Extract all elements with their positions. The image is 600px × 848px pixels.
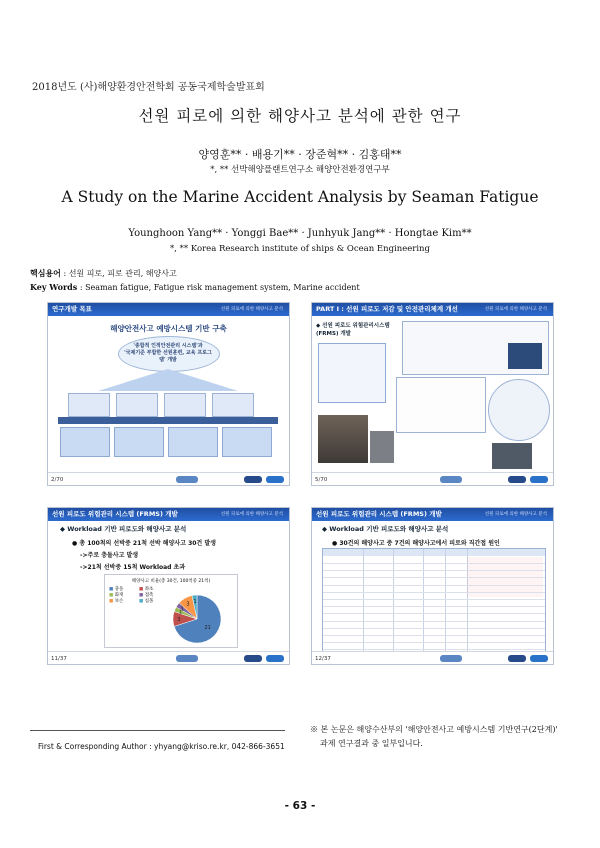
goal-arrow-shape (98, 369, 238, 391)
table-row (323, 615, 545, 622)
table-caption-text: 30건의 해양사고 중 7건의 해양사고에서 피로와 직간접 원인 (339, 540, 500, 547)
table-row (323, 607, 545, 614)
detail-col-1 (60, 427, 110, 457)
stage-box-2 (116, 393, 158, 417)
slide-part1 (311, 302, 554, 486)
table-row (323, 629, 545, 636)
funding-note-line-1: ※ 본 논문은 해양수산부의 '해양안전사고 예방시스템 기반연구(2단계)' (310, 725, 558, 734)
wmu-logo (266, 476, 284, 483)
pie-label-보손: 3 (186, 601, 190, 608)
slide-number: 12/37 (315, 656, 331, 662)
slide-number: 11/37 (51, 656, 67, 662)
cover-image (508, 343, 542, 369)
legend-swatch: ■ (139, 599, 144, 604)
slide-header-subtitle: 선원 피로에 의한 해양사고 분석 (220, 307, 283, 312)
table-row (323, 557, 545, 564)
legend-label: 충돌 (113, 587, 124, 592)
conference-header: 2018년도 (사)해양환경안전학회 공동국제학술발표회 (32, 82, 265, 93)
slide-footer (48, 651, 289, 664)
slide-header-subtitle: 선원 피로에 의한 해양사고 분석 (220, 512, 283, 517)
footnote-author: First & Corresponding Author : yhyang@kriso.re.kr, 042-866-3651 (38, 742, 285, 751)
title-english: A Study on the Marine Accident Analysis by Seaman Fatigue (61, 188, 539, 206)
kriso-logo (176, 655, 198, 662)
kaist-logo (508, 655, 526, 662)
kriso-logo (176, 476, 198, 483)
slide-header (312, 303, 553, 316)
slide-accident-table (311, 507, 554, 665)
chart-title: 해양사고 비율(총 30건, 100척중 21척) (131, 579, 211, 584)
analysis-line-1: ● 총 100척의 선박중 21척 선박 해양사고 30건 발생 (72, 540, 216, 547)
accident-table (322, 548, 546, 652)
slide-header-subtitle: 선원 피로에 의한 해양사고 분석 (484, 307, 547, 312)
slide-bullet-text: Workload 기반 피로도와 해양사고 분석 (329, 525, 449, 533)
pie-label-화재: 1 (178, 609, 183, 616)
legend-swatch: ■ (109, 593, 114, 598)
slide-bullet-text: 선원 피로도 위험관리시스템 (FRMS) 개발 (316, 323, 390, 337)
slide-footer (312, 472, 553, 485)
affiliation-korean: *, ** 선박해양플랜트연구소 해양안전환경연구부 (210, 165, 390, 175)
keywords-korean-text: : 선원 피로, 피로 관리, 해양사고 (60, 269, 177, 278)
frms-table (396, 377, 486, 433)
pie-label-접촉: 1 (180, 606, 185, 613)
keywords-english-label: Key Words (30, 282, 78, 292)
legend-label: 침몰 (143, 599, 154, 604)
keywords-english (30, 282, 360, 292)
stage-box-3 (164, 393, 206, 417)
slide-header-title: 선원 피로도 위험관리 시스템 (FRMS) 개발 (52, 510, 178, 518)
base-band (58, 417, 278, 424)
footnote-rule (30, 730, 285, 731)
pie-label-충돌: 21 (204, 624, 211, 631)
device-image (492, 443, 532, 469)
pie-label-침몰: 1 (193, 599, 197, 606)
detail-col-3 (168, 427, 218, 457)
slide-bullet-text: Workload 기반 피로도와 해양사고 분석 (67, 525, 187, 533)
pie-label-좌초: 3 (177, 617, 181, 623)
legend-swatch: ■ (139, 587, 144, 592)
slide-number: 2/70 (51, 477, 64, 483)
page-number: - 63 - (284, 800, 316, 812)
table-row (323, 636, 545, 643)
slide-header-title: 연구개발 목표 (52, 305, 92, 313)
analysis-line-1-text: 총 100척의 선박중 21척 선박 해양사고 30건 발생 (79, 540, 216, 547)
kriso-logo (440, 655, 462, 662)
wmu-logo (530, 655, 548, 662)
slide-bullet: ◆ 선원 피로도 위험관리시스템 (FRMS) 개발 (316, 323, 390, 337)
goal-oval-text: '종합적 인적안전관리 시스템'과 '국제기준 부합한 선원훈련, 교육 프로그램' 개발 (124, 343, 212, 363)
keywords-korean (30, 268, 177, 279)
detail-col-2 (114, 427, 164, 457)
legend-label: 접촉 (143, 593, 154, 598)
slide-number: 5/70 (315, 477, 328, 483)
wmu-logo (530, 476, 548, 483)
analysis-line-3: ->21척 선박중 15척 Workload 초과 (80, 564, 186, 571)
wmu-logo (266, 655, 284, 662)
table-row (323, 571, 545, 578)
ship-diagram (488, 379, 550, 441)
legend-label: 보손 (113, 599, 124, 604)
table-row (323, 579, 545, 586)
photo-seaman (318, 415, 368, 463)
stage-box-4 (212, 393, 254, 417)
slide-header (48, 303, 289, 316)
stage-box-1 (68, 393, 110, 417)
table-row (323, 593, 545, 600)
legend-label: 화재 (113, 593, 124, 598)
keywords-english-text: : Seaman fatigue, Fatigue risk management system, Marine accident (77, 283, 360, 292)
chart-frame (104, 574, 238, 648)
slide-workload-analysis (47, 507, 290, 665)
keywords-korean-label: 핵심용어 (30, 268, 61, 278)
funding-note-line-2: 과제 연구결과 중 일부입니다. (320, 739, 423, 748)
slide-header (48, 508, 289, 521)
authors-english: Younghoon Yang** · Yonggi Bae** · Junhyuk Jang** · Hongtae Kim** (128, 228, 472, 239)
title-korean: 선원 피로에 의한 해양사고 분석에 관한 연구 (138, 107, 462, 125)
table-row (323, 643, 545, 650)
authors-korean: 양영훈** · 배용기** · 장준혁** · 김홍태** (198, 148, 402, 161)
table-row (323, 622, 545, 629)
table-header-row (323, 549, 545, 556)
table-caption: ● 30건의 해양사고 중 7건의 해양사고에서 피로와 직간접 원인 (332, 540, 500, 547)
kaist-logo (244, 655, 262, 662)
kriso-logo (440, 476, 462, 483)
kaist-logo (508, 476, 526, 483)
table-row (323, 600, 545, 607)
slide-research-goal (47, 302, 290, 486)
slide-footer (312, 651, 553, 664)
detail-col-4 (222, 427, 272, 457)
slide-main-title: 해양안전사고 예방시스템 기반 구축 (110, 324, 227, 333)
slide-header-title: 선원 피로도 위험관리 시스템 (FRMS) 개발 (316, 510, 442, 518)
slide-bullet: ◆ Workload 기반 피로도와 해양사고 분석 (60, 525, 187, 533)
photo-equipment (370, 431, 394, 463)
slide-footer (48, 472, 289, 485)
pie-chart (105, 575, 237, 647)
frms-list-box (318, 343, 386, 403)
slide-header-title: PART I : 선원 피로도 저감 및 안전관리체계 개선 (316, 305, 458, 313)
affiliation-english: *, ** Korea Research institute of ships & Ocean Engineering (170, 244, 430, 254)
table-row (323, 564, 545, 571)
kaist-logo (244, 476, 262, 483)
slide-header-subtitle: 선원 피로에 의한 해양사고 분석 (484, 512, 547, 517)
legend-label: 좌초 (143, 587, 154, 592)
legend-swatch: ■ (139, 593, 144, 598)
analysis-line-2: ->주로 충돌사고 발생 (80, 552, 139, 559)
legend-swatch: ■ (109, 587, 114, 592)
slide-bullet: ◆ Workload 기반 피로도와 해양사고 분석 (322, 525, 449, 533)
legend-swatch: ■ (109, 599, 114, 604)
table-row (323, 586, 545, 593)
slide-header (312, 508, 553, 521)
